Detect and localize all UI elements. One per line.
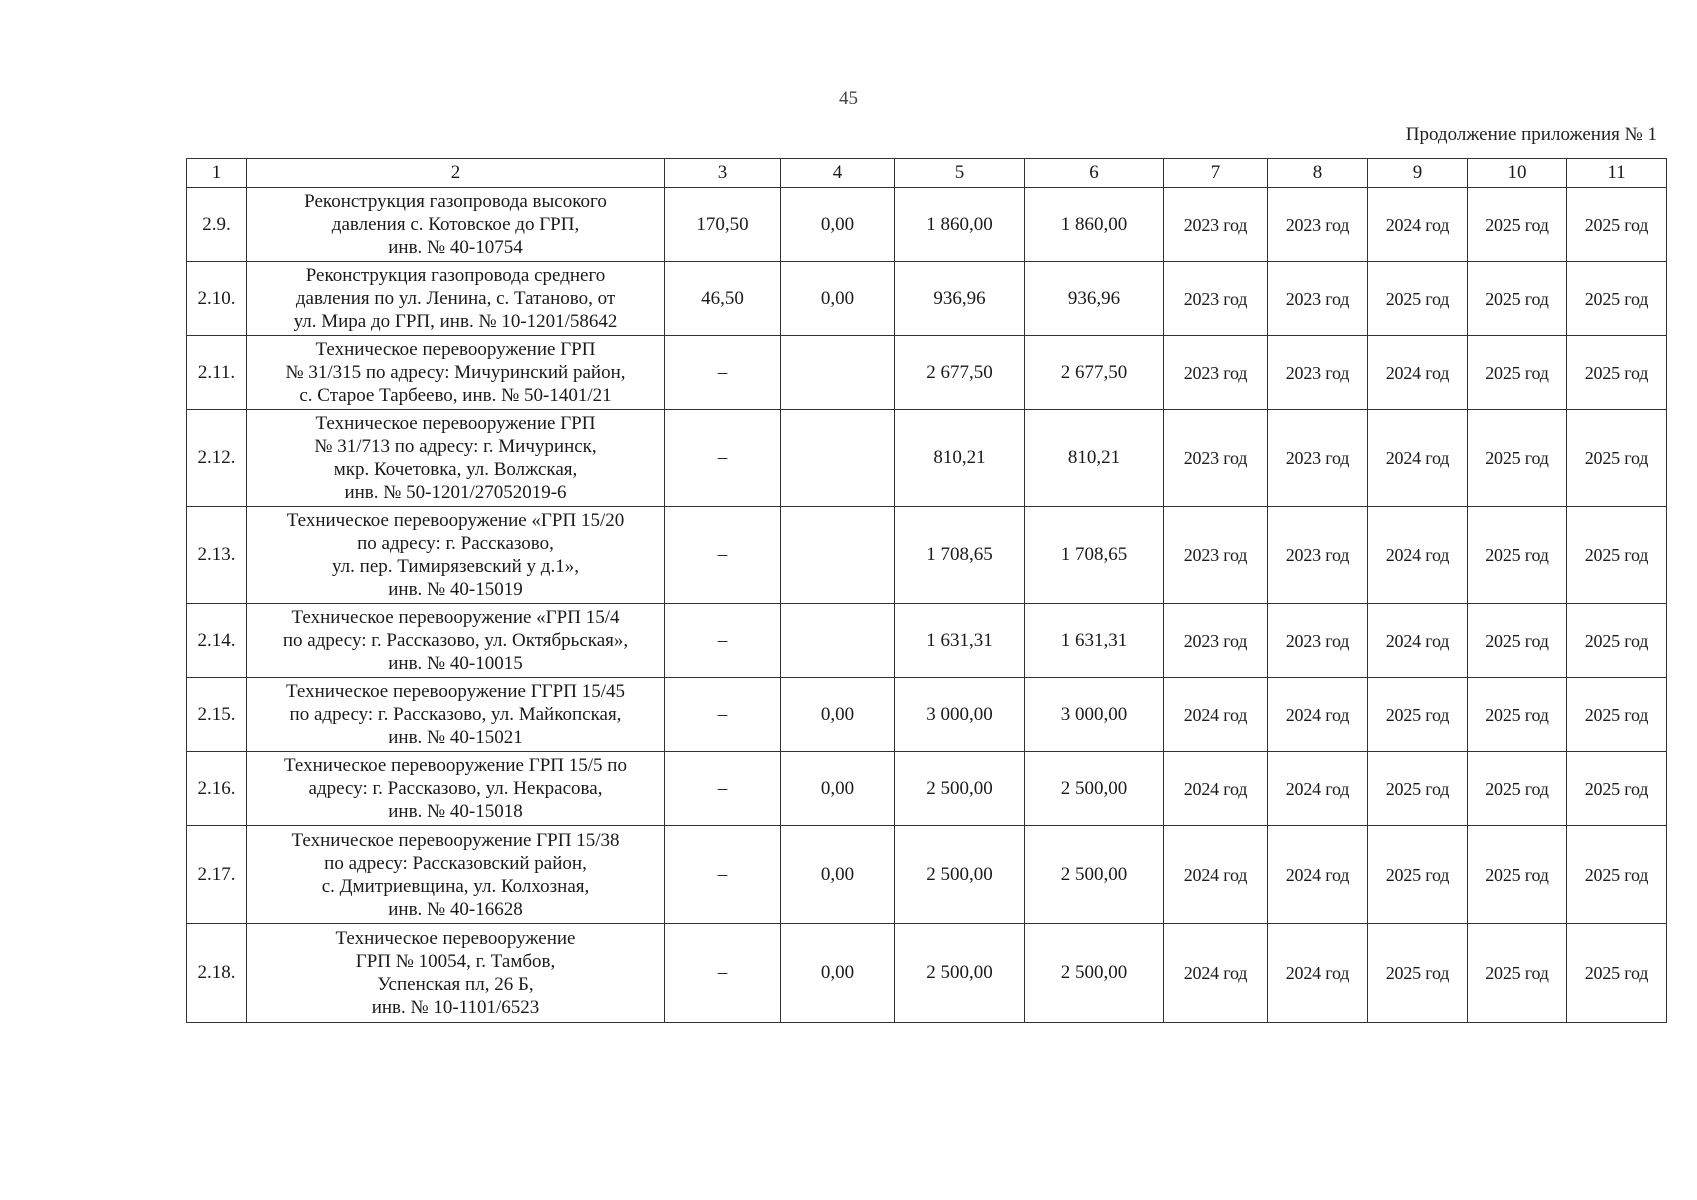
cell-col5: 1 860,00 <box>895 188 1025 262</box>
cell-col7: 2023 год <box>1164 262 1268 336</box>
cell-col4: 0,00 <box>781 924 895 1023</box>
column-header: 4 <box>781 159 895 188</box>
cell-col8: 2023 год <box>1268 410 1368 507</box>
cell-col3: 46,50 <box>665 262 781 336</box>
object-name: Техническое перевооружение ГРП 15/38 по адресу: Рассказовский район, с. Дмитриевщина, ул. Колхозная, инв. № 40-16628 <box>247 826 665 924</box>
cell-col9: 2024 год <box>1368 188 1468 262</box>
object-name: Техническое перевооружение ГРП № 31/713 по адресу: г. Мичуринск, мкр. Кочетовка, ул. Волжская, инв. № 50-1201/27052019-6 <box>247 410 665 507</box>
cell-col10: 2025 год <box>1468 678 1567 752</box>
row-number: 2.13. <box>187 507 247 604</box>
object-name: Техническое перевооружение ГРП 15/5 по адресу: г. Рассказово, ул. Некрасова, инв. № 40-15018 <box>247 752 665 826</box>
cell-col8: 2023 год <box>1268 262 1368 336</box>
row-number: 2.11. <box>187 336 247 410</box>
column-header: 1 <box>187 159 247 188</box>
cell-col11: 2025 год <box>1567 188 1667 262</box>
cell-col6: 1 708,65 <box>1025 507 1164 604</box>
column-header: 11 <box>1567 159 1667 188</box>
cell-col8: 2023 год <box>1268 188 1368 262</box>
object-name: Техническое перевооружение ГГРП 15/45 по адресу: г. Рассказово, ул. Майкопская, инв. № 40-15021 <box>247 678 665 752</box>
column-header: 3 <box>665 159 781 188</box>
row-number: 2.18. <box>187 924 247 1023</box>
cell-col8: 2023 год <box>1268 507 1368 604</box>
cell-col10: 2025 год <box>1468 262 1567 336</box>
cell-col7: 2023 год <box>1164 507 1268 604</box>
column-header: 8 <box>1268 159 1368 188</box>
cell-col8: 2023 год <box>1268 336 1368 410</box>
table-row <box>187 188 1667 262</box>
cell-col8: 2024 год <box>1268 752 1368 826</box>
cell-col5: 2 500,00 <box>895 752 1025 826</box>
row-number: 2.15. <box>187 678 247 752</box>
cell-col5: 2 500,00 <box>895 924 1025 1023</box>
column-header: 2 <box>247 159 665 188</box>
table-row <box>187 752 1667 826</box>
cell-col5: 810,21 <box>895 410 1025 507</box>
cell-col4: 0,00 <box>781 826 895 924</box>
cell-col10: 2025 год <box>1468 507 1567 604</box>
cell-col5: 3 000,00 <box>895 678 1025 752</box>
cell-col3: – <box>665 752 781 826</box>
cell-col9: 2024 год <box>1368 507 1468 604</box>
object-name: Техническое перевооружение ГРП № 31/315 по адресу: Мичуринский район, с. Старое Тарбеево, инв. № 50-1401/21 <box>247 336 665 410</box>
cell-col8: 2024 год <box>1268 924 1368 1023</box>
table-row <box>187 604 1667 678</box>
cell-col11: 2025 год <box>1567 507 1667 604</box>
cell-col7: 2024 год <box>1164 924 1268 1023</box>
column-header: 5 <box>895 159 1025 188</box>
row-number: 2.9. <box>187 188 247 262</box>
cell-col11: 2025 год <box>1567 336 1667 410</box>
cell-col9: 2025 год <box>1368 752 1468 826</box>
cell-col5: 2 500,00 <box>895 826 1025 924</box>
cell-col7: 2024 год <box>1164 826 1268 924</box>
cell-col9: 2025 год <box>1368 262 1468 336</box>
object-name: Техническое перевооружение ГРП № 10054, г. Тамбов, Успенская пл, 26 Б, инв. № 10-1101/6523 <box>247 924 665 1023</box>
cell-col5: 1 631,31 <box>895 604 1025 678</box>
cell-col9: 2025 год <box>1368 678 1468 752</box>
cell-col10: 2025 год <box>1468 604 1567 678</box>
cell-col6: 1 631,31 <box>1025 604 1164 678</box>
cell-col7: 2023 год <box>1164 410 1268 507</box>
page-number: 45 <box>839 88 858 109</box>
cell-col8: 2023 год <box>1268 604 1368 678</box>
cell-col3: 170,50 <box>665 188 781 262</box>
cell-col6: 810,21 <box>1025 410 1164 507</box>
cell-col6: 2 500,00 <box>1025 826 1164 924</box>
table-row <box>187 262 1667 336</box>
cell-col7: 2023 год <box>1164 336 1268 410</box>
cell-col4: 0,00 <box>781 752 895 826</box>
cell-col11: 2025 год <box>1567 604 1667 678</box>
cell-col9: 2024 год <box>1368 336 1468 410</box>
cell-col11: 2025 год <box>1567 924 1667 1023</box>
row-number: 2.14. <box>187 604 247 678</box>
row-number: 2.12. <box>187 410 247 507</box>
cell-col3: – <box>665 410 781 507</box>
column-header: 10 <box>1468 159 1567 188</box>
cell-col3: – <box>665 924 781 1023</box>
cell-col4 <box>781 604 895 678</box>
investment-program-table <box>186 158 1667 1023</box>
cell-col9: 2025 год <box>1368 826 1468 924</box>
cell-col4 <box>781 507 895 604</box>
cell-col6: 1 860,00 <box>1025 188 1164 262</box>
cell-col10: 2025 год <box>1468 336 1567 410</box>
cell-col11: 2025 год <box>1567 826 1667 924</box>
cell-col5: 936,96 <box>895 262 1025 336</box>
cell-col11: 2025 год <box>1567 410 1667 507</box>
cell-col7: 2023 год <box>1164 604 1268 678</box>
table-row <box>187 678 1667 752</box>
cell-col3: – <box>665 507 781 604</box>
row-number: 2.16. <box>187 752 247 826</box>
object-name: Техническое перевооружение «ГРП 15/4 по адресу: г. Рассказово, ул. Октябрьская», инв. № 40-10015 <box>247 604 665 678</box>
cell-col7: 2024 год <box>1164 752 1268 826</box>
cell-col10: 2025 год <box>1468 188 1567 262</box>
cell-col10: 2025 год <box>1468 410 1567 507</box>
cell-col9: 2024 год <box>1368 604 1468 678</box>
cell-col5: 2 677,50 <box>895 336 1025 410</box>
cell-col7: 2024 год <box>1164 678 1268 752</box>
cell-col4: 0,00 <box>781 678 895 752</box>
table-row <box>187 507 1667 604</box>
row-number: 2.17. <box>187 826 247 924</box>
cell-col9: 2024 год <box>1368 410 1468 507</box>
object-name: Техническое перевооружение «ГРП 15/20 по адресу: г. Рассказово, ул. пер. Тимирязевский у д.1», инв. № 40-15019 <box>247 507 665 604</box>
table-row <box>187 924 1667 1023</box>
table-row <box>187 410 1667 507</box>
cell-col11: 2025 год <box>1567 262 1667 336</box>
cell-col3: – <box>665 826 781 924</box>
cell-col4 <box>781 410 895 507</box>
cell-col11: 2025 год <box>1567 752 1667 826</box>
cell-col4 <box>781 336 895 410</box>
cell-col10: 2025 год <box>1468 826 1567 924</box>
cell-col4: 0,00 <box>781 188 895 262</box>
cell-col6: 2 500,00 <box>1025 924 1164 1023</box>
cell-col3: – <box>665 604 781 678</box>
object-name: Реконструкция газопровода среднего давления по ул. Ленина, с. Татаново, от ул. Мира до ГРП, инв. № 10-1201/58642 <box>247 262 665 336</box>
cell-col10: 2025 год <box>1468 924 1567 1023</box>
table-row <box>187 336 1667 410</box>
continuation-label: Продолжение приложения № 1 <box>1405 124 1657 145</box>
cell-col4: 0,00 <box>781 262 895 336</box>
column-header: 9 <box>1368 159 1468 188</box>
cell-col6: 2 500,00 <box>1025 752 1164 826</box>
column-number-row <box>187 159 1667 188</box>
cell-col6: 3 000,00 <box>1025 678 1164 752</box>
cell-col11: 2025 год <box>1567 678 1667 752</box>
cell-col8: 2024 год <box>1268 826 1368 924</box>
cell-col7: 2023 год <box>1164 188 1268 262</box>
column-header: 7 <box>1164 159 1268 188</box>
column-header: 6 <box>1025 159 1164 188</box>
table-row <box>187 826 1667 924</box>
cell-col10: 2025 год <box>1468 752 1567 826</box>
cell-col8: 2024 год <box>1268 678 1368 752</box>
cell-col3: – <box>665 336 781 410</box>
cell-col9: 2025 год <box>1368 924 1468 1023</box>
object-name: Реконструкция газопровода высокого давления с. Котовское до ГРП, инв. № 40-10754 <box>247 188 665 262</box>
cell-col5: 1 708,65 <box>895 507 1025 604</box>
row-number: 2.10. <box>187 262 247 336</box>
cell-col3: – <box>665 678 781 752</box>
cell-col6: 936,96 <box>1025 262 1164 336</box>
cell-col6: 2 677,50 <box>1025 336 1164 410</box>
